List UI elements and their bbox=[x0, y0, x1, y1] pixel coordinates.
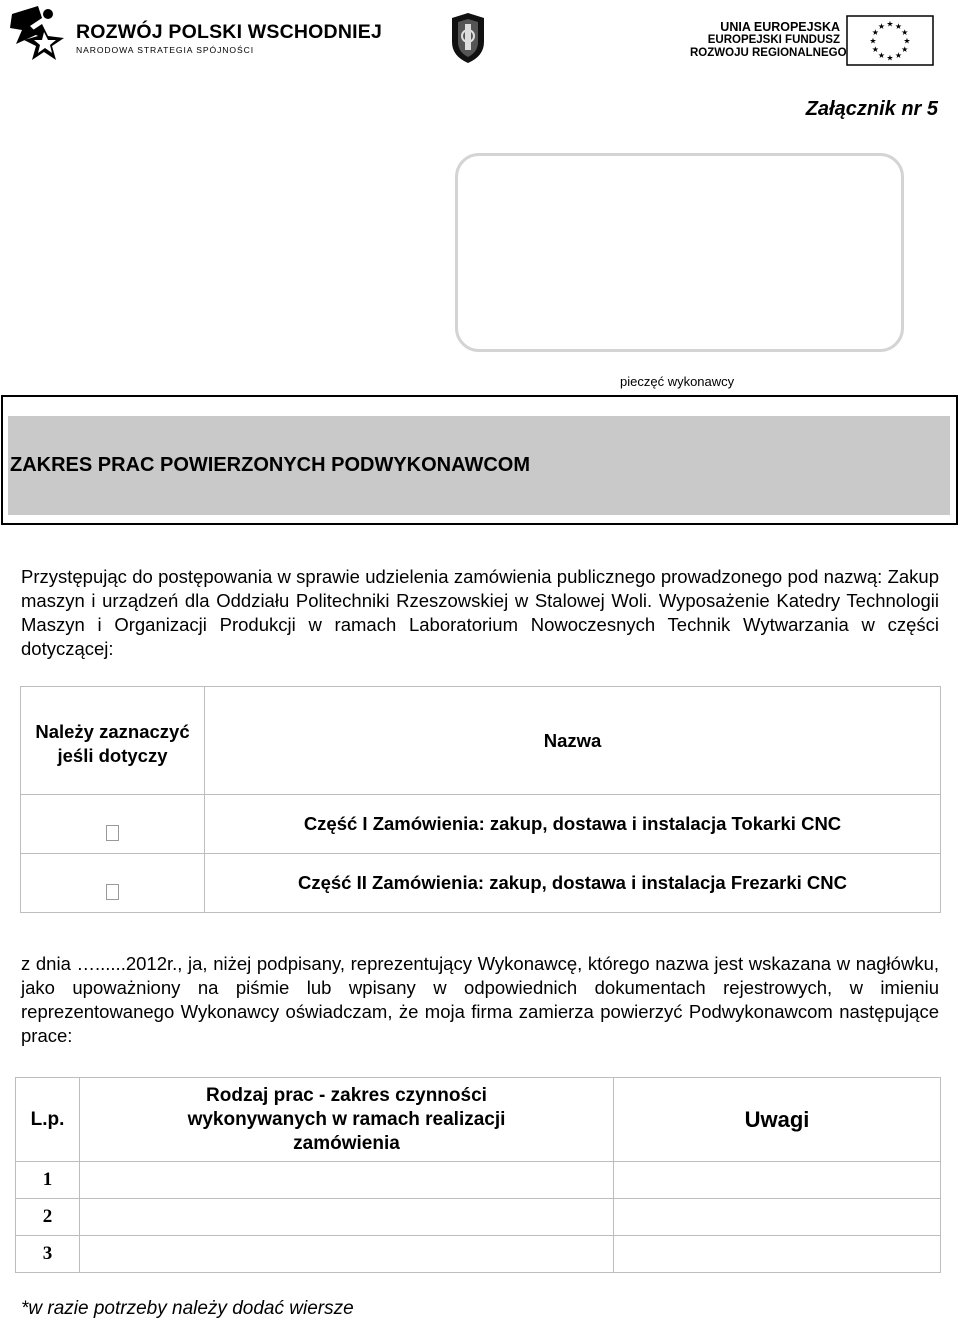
header-name: Nazwa bbox=[205, 687, 941, 795]
row-scope-cell[interactable] bbox=[80, 1162, 614, 1199]
logo-rozwoj-polski-wschodniej bbox=[8, 4, 382, 64]
header-scope-text: Rodzaj prac - zakres czynności wykonywanych w ramach realizacji zamówienia bbox=[187, 1084, 506, 1154]
row-scope-cell[interactable] bbox=[80, 1236, 614, 1273]
table-row bbox=[21, 854, 941, 913]
eu-star-icon: ★ bbox=[869, 36, 877, 46]
eu-star-icon: ★ bbox=[901, 45, 909, 54]
logo-left-subtitle: NARODOWA STRATEGIA SPÓJNOŚCI bbox=[76, 45, 254, 55]
check-cell bbox=[21, 795, 205, 854]
eu-star-icon: ★ bbox=[894, 51, 903, 61]
row-scope-cell[interactable] bbox=[80, 1199, 614, 1236]
header-scope bbox=[80, 1078, 614, 1162]
section-title: ZAKRES PRAC POWIERZONYCH PODWYKONAWCOM bbox=[10, 454, 530, 476]
eagle-star-icon bbox=[8, 4, 68, 64]
row-notes-cell[interactable] bbox=[614, 1162, 941, 1199]
logo-right-line1: UNIA EUROPEJSKA bbox=[720, 20, 840, 34]
part-2-checkbox[interactable] bbox=[106, 884, 119, 900]
header-check: Należy zaznaczyć jeśli dotyczy bbox=[21, 687, 205, 795]
eu-star-icon: ★ bbox=[894, 21, 903, 31]
parts-table-header bbox=[21, 687, 941, 795]
eu-star-icon: ★ bbox=[901, 28, 909, 37]
eu-star-icon: ★ bbox=[871, 45, 879, 54]
table-row bbox=[16, 1199, 941, 1236]
table-row bbox=[16, 1236, 941, 1273]
eu-star-icon: ★ bbox=[877, 21, 886, 31]
works-table-header bbox=[16, 1078, 941, 1162]
row-lp: 2 bbox=[16, 1199, 80, 1236]
eu-star-icon: ★ bbox=[886, 19, 894, 29]
logo-ue-text bbox=[690, 20, 847, 60]
logo-right-line3: ROZWOJU REGIONALNEGO bbox=[690, 47, 847, 59]
table-row bbox=[21, 795, 941, 854]
crest-icon bbox=[450, 12, 486, 64]
part-1-checkbox[interactable] bbox=[106, 825, 119, 841]
annex-label: Załącznik nr 5 bbox=[805, 98, 938, 120]
eu-flag-icon bbox=[846, 15, 934, 66]
parts-table bbox=[20, 686, 941, 913]
header-notes: Uwagi bbox=[614, 1078, 941, 1162]
part-1-name: Część I Zamówienia: zakup, dostawa i instalacja Tokarki CNC bbox=[205, 795, 941, 854]
eu-star-icon: ★ bbox=[886, 53, 894, 63]
eu-star-icon: ★ bbox=[877, 51, 886, 61]
intro-paragraph: Przystępując do postępowania w sprawie udzielenia zamówienia publicznego prowadzonego pod nazwą: Zakup maszyn i urządzeń dla Oddziału Politechniki Rzeszowskiej w Stalowej Woli. Wyposażenie Katedry Technologii Maszyn i Organizacji Produkcji w ramach Laboratorium Nowoczesnych Technik Wytwarzania w części dotyczącej: bbox=[21, 566, 939, 659]
declaration-paragraph: z dnia …......2012r., ja, niżej podpisany, reprezentujący Wykonawcę, którego nazwa jest wskazana w nagłówku, jako upoważniony na piśmie lub wpisany w odpowiednich dokumentach rejestrowych, w imieniu reprezentowanego Wykonawcy oświadczam, że moja firma zamierza powierzyć Podwykonawcom następujące prace: bbox=[21, 953, 939, 1046]
works-table bbox=[15, 1077, 941, 1273]
stamp-box bbox=[455, 153, 904, 352]
eu-star-icon: ★ bbox=[871, 28, 879, 37]
eu-star-icon: ★ bbox=[903, 36, 911, 46]
part-2-name: Część II Zamówienia: zakup, dostawa i instalacja Frezarki CNC bbox=[205, 854, 941, 913]
row-lp: 1 bbox=[16, 1162, 80, 1199]
logo-right-line2: EUROPEJSKI FUNDUSZ bbox=[707, 34, 840, 46]
header-lp: L.p. bbox=[16, 1078, 80, 1162]
check-cell bbox=[21, 854, 205, 913]
row-lp: 3 bbox=[16, 1236, 80, 1273]
table-row bbox=[16, 1162, 941, 1199]
logo-left-title: ROZWÓJ POLSKI WSCHODNIEJ bbox=[76, 21, 382, 43]
footnote: *w razie potrzeby należy dodać wiersze bbox=[21, 1298, 354, 1319]
stamp-label: pieczęć wykonawcy bbox=[620, 374, 735, 389]
row-notes-cell[interactable] bbox=[614, 1236, 941, 1273]
row-notes-cell[interactable] bbox=[614, 1199, 941, 1236]
